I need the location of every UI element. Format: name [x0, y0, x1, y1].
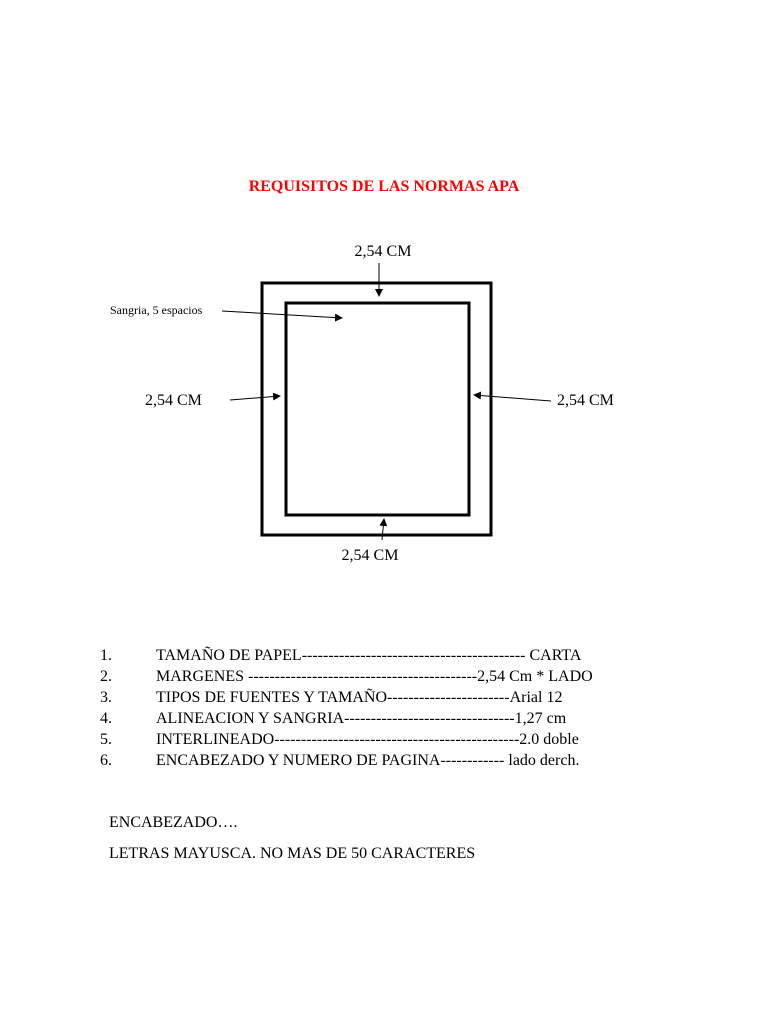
- list-item-number: 2.: [100, 668, 112, 685]
- right-arrow: [474, 395, 551, 401]
- list-item-number: 4.: [100, 710, 112, 727]
- list-item-text: ENCABEZADO Y NUMERO DE PAGINA------------ lado derch.: [156, 752, 580, 769]
- header-section-heading: ENCABEZADO….: [109, 814, 238, 831]
- indent-arrow: [222, 311, 342, 318]
- list-item-number: 3.: [100, 689, 112, 706]
- list-item-text: MARGENES -------------------------------------------2,54 Cm * LADO: [156, 668, 593, 685]
- list-item: [100, 750, 700, 771]
- left-arrow: [230, 396, 280, 400]
- list-item-text: TIPOS DE FUENTES Y TAMAÑO-----------------------Arial 12: [156, 689, 563, 706]
- page-margin-box: [286, 303, 469, 515]
- list-item: [100, 687, 700, 708]
- list-item-number: 6.: [100, 752, 112, 769]
- top-margin-label: 2,54 CM: [354, 243, 412, 260]
- indent-label: Sangria, 5 espacios: [110, 303, 203, 317]
- document-title: REQUISITOS DE LAS NORMAS APA: [248, 178, 520, 195]
- right-margin-label: 2,54 CM: [557, 392, 614, 409]
- list-item-number: 1.: [100, 647, 112, 664]
- list-item-number: 5.: [100, 731, 112, 748]
- page-outer-box: [262, 283, 491, 535]
- header-section-note: LETRAS MAYUSCA. NO MAS DE 50 CARACTERES: [109, 845, 476, 862]
- list-item: [100, 666, 700, 687]
- left-margin-label: 2,54 CM: [145, 392, 202, 409]
- bottom-arrow: [382, 519, 384, 540]
- bottom-margin-label: 2,54 CM: [341, 547, 399, 564]
- list-item: [100, 708, 700, 729]
- list-item: [100, 645, 700, 666]
- requirements-list: [100, 645, 700, 771]
- list-item-text: TAMAÑO DE PAPEL------------------------------------------ CARTA: [156, 647, 582, 664]
- list-item: [100, 729, 700, 750]
- list-item-text: ALINEACION Y SANGRIA--------------------------------1,27 cm: [156, 710, 567, 727]
- list-item-text: INTERLINEADO----------------------------------------------2.0 doble: [156, 731, 579, 748]
